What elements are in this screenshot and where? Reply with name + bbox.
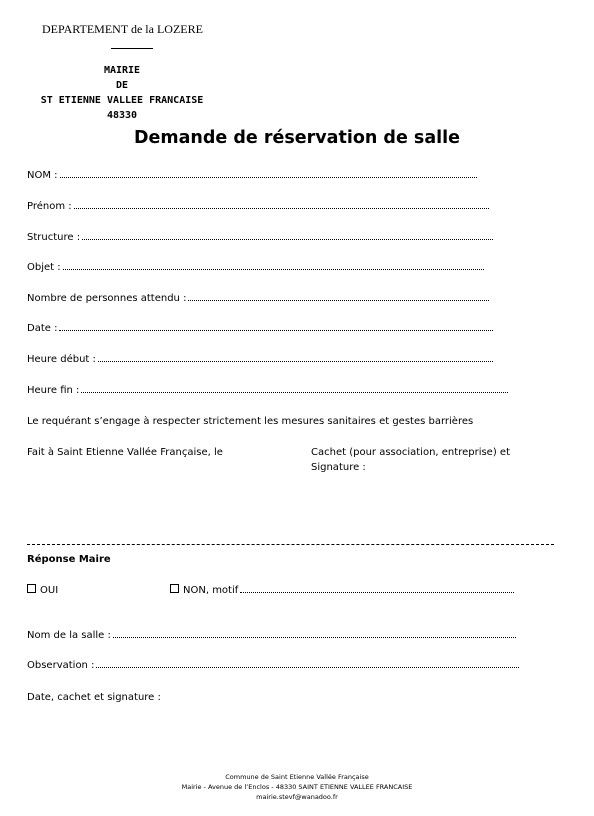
checkbox-label: NON, motif: [183, 585, 239, 596]
field-label: Observation :: [27, 660, 95, 671]
field-prenom[interactable]: [27, 201, 489, 212]
mairie-line: DE: [115, 80, 129, 91]
field-observation[interactable]: [27, 660, 519, 671]
field-dotted-line[interactable]: [188, 300, 489, 301]
field-heure-fin[interactable]: [27, 385, 508, 396]
field-dotted-line[interactable]: [74, 208, 489, 209]
mairie-line: MAIRIE: [103, 65, 141, 76]
checkbox-non[interactable]: [170, 584, 514, 596]
field-nom-salle[interactable]: [27, 630, 516, 641]
checkbox-oui[interactable]: [27, 584, 58, 596]
department-underline: [111, 48, 153, 49]
field-dotted-line[interactable]: [113, 637, 516, 638]
fait-a-label: Fait à Saint Etienne Vallée Française, le: [27, 447, 223, 458]
mairie-line: 48330: [106, 110, 138, 121]
field-label: NOM :: [27, 170, 58, 181]
checkbox-square-icon[interactable]: [170, 584, 179, 593]
checkbox-label: OUI: [40, 585, 59, 596]
field-label: Objet :: [27, 262, 61, 273]
cachet-line: Cachet (pour association, entreprise) et: [311, 447, 510, 458]
motif-dotted-line[interactable]: [240, 592, 514, 593]
department-heading: DEPARTEMENT de la LOZERE: [42, 22, 203, 36]
date-cachet-signature-label: Date, cachet et signature :: [27, 692, 161, 703]
field-dotted-line[interactable]: [96, 667, 519, 668]
field-dotted-line[interactable]: [82, 239, 493, 240]
reponse-heading: Réponse Maire: [27, 554, 111, 565]
field-objet[interactable]: [27, 262, 484, 273]
field-dotted-line[interactable]: [63, 269, 484, 270]
footer-commune: Commune de Saint Etienne Vallée Française: [225, 773, 369, 781]
cachet-label: [311, 445, 510, 475]
page-footer: [0, 772, 594, 802]
footer-address: Mairie - Avenue de l’Enclos - 48330 SAINT ETIENNE VALLEE FRANCAISE: [181, 783, 413, 791]
field-label: Date :: [27, 323, 58, 334]
field-label: Prénom :: [27, 201, 72, 212]
field-structure[interactable]: [27, 232, 493, 243]
field-label: Heure début :: [27, 354, 96, 365]
section-separator: [27, 544, 554, 545]
field-dotted-line[interactable]: [60, 177, 477, 178]
field-label: Structure :: [27, 232, 81, 243]
footer-email: mairie.stevf@wanadoo.fr: [256, 793, 338, 801]
field-nom[interactable]: [27, 170, 477, 181]
field-label: Nombre de personnes attendu :: [27, 293, 187, 304]
field-heure-debut[interactable]: [27, 354, 493, 365]
mairie-line: ST ETIENNE VALLEE FRANCAISE: [40, 95, 204, 106]
field-dotted-line[interactable]: [98, 361, 493, 362]
checkbox-square-icon[interactable]: [27, 584, 36, 593]
field-label: Heure fin :: [27, 385, 80, 396]
field-dotted-line[interactable]: [81, 392, 508, 393]
signature-label: Signature :: [311, 462, 366, 473]
field-nombre-personnes[interactable]: [27, 293, 489, 304]
field-label: Nom de la salle :: [27, 630, 111, 641]
field-date[interactable]: [27, 323, 493, 334]
engagement-statement: Le requérant s’engage à respecter strictement les mesures sanitaires et gestes barrières: [27, 416, 474, 427]
field-dotted-line[interactable]: [59, 330, 493, 331]
page-title: Demande de réservation de salle: [133, 128, 461, 148]
mairie-block: [27, 63, 217, 123]
